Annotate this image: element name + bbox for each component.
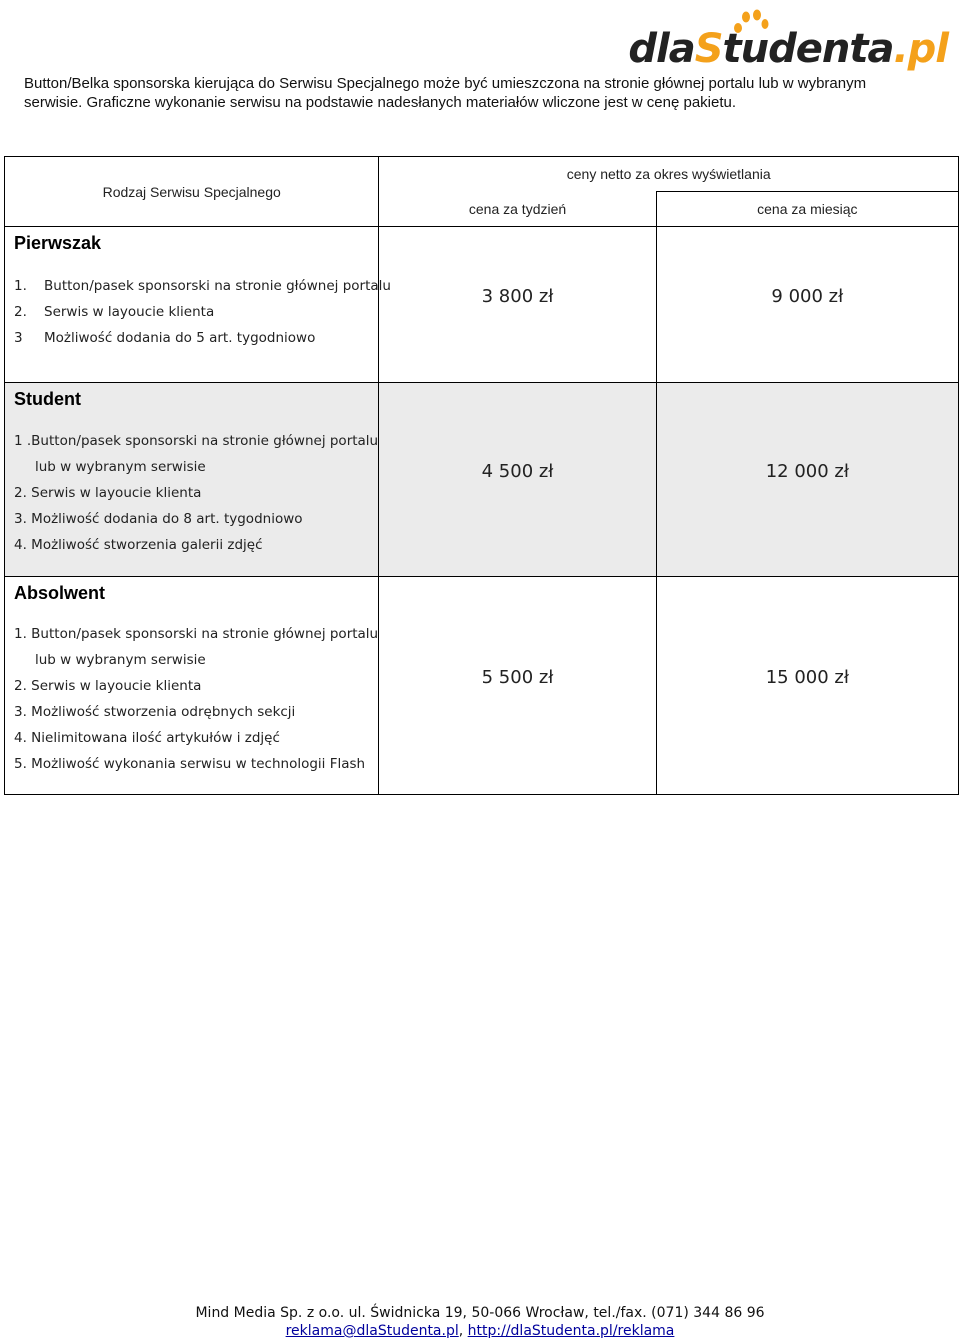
feature-item: 1. Button/pasek sponsorski na stronie głównej portalu <box>14 626 379 642</box>
feature-list <box>5 273 391 351</box>
feature-list <box>5 428 378 558</box>
feature-item: 3. Możliwość dodania do 8 art. tygodniowo <box>14 511 303 527</box>
feature-item: 3. Możliwość stworzenia odrębnych sekcji <box>14 704 296 720</box>
brand-logo <box>628 8 948 72</box>
price-week: 5 500 zł <box>379 577 656 795</box>
feature-item: lub w wybranym serwisie <box>35 652 206 668</box>
feature-item: 1. Button/pasek sponsorski na stronie głównej portalu <box>14 278 391 294</box>
price-month: 12 000 zł <box>656 383 958 577</box>
feature-item: 2. Serwis w layoucie klienta <box>14 678 202 694</box>
footer-separator: , <box>458 1323 464 1339</box>
package-description <box>5 227 391 383</box>
package-name: Student <box>14 389 81 409</box>
footer <box>0 1304 960 1340</box>
feature-item: 1 .Button/pasek sponsorski na stronie głównej portalu <box>14 433 379 449</box>
header-week-price: cena za tydzień <box>379 192 656 227</box>
pricing-table <box>4 156 959 795</box>
email-link[interactable]: reklama@dlaStudenta.pl <box>285 1323 459 1339</box>
package-row-student <box>5 383 959 577</box>
price-week: 3 800 zł <box>379 227 656 383</box>
intro-paragraph: Button/Belka sponsorska kierująca do Serwisu Specjalnego może być umieszczona na stronie głównej portalu lub w wybranym serwisie. Graficzne wykonanie serwisu na podstawie nadesłanych materiałów wliczone jest w cenę pakietu. <box>24 75 867 111</box>
feature-item: 3 Możliwość dodania do 5 art. tygodniowo <box>14 330 316 346</box>
package-name: Pierwszak <box>14 233 102 253</box>
feature-item: 2. Serwis w layoucie klienta <box>14 485 202 501</box>
package-description <box>5 577 379 795</box>
footer-address: Mind Media Sp. z o.o. ul. Świdnicka 19, 50-066 Wrocław, tel./fax. (071) 344 86 96 <box>195 1305 765 1321</box>
header-month-price: cena za miesiąc <box>656 192 958 227</box>
header-price-period: ceny netto za okres wyświetlania <box>379 157 959 192</box>
price-month: 9 000 zł <box>656 227 958 383</box>
footer-links <box>0 1322 960 1340</box>
package-row-pierwszak <box>5 227 959 383</box>
feature-list <box>5 621 378 777</box>
feature-item: lub w wybranym serwisie <box>35 459 206 475</box>
package-description <box>5 383 379 577</box>
feature-item: 4. Nielimitowana ilość artykułów i zdjęć <box>14 730 280 746</box>
header-service-type: Rodzaj Serwisu Specjalnego <box>5 157 379 227</box>
feature-item: 2. Serwis w layoucie klienta <box>14 304 215 320</box>
package-row-absolwent <box>5 577 959 795</box>
price-week: 4 500 zł <box>379 383 656 577</box>
feature-item: 4. Możliwość stworzenia galerii zdjęć <box>14 537 263 553</box>
feature-item: 5. Możliwość wykonania serwisu w technologii Flash <box>14 756 366 772</box>
url-link[interactable]: http://dlaStudenta.pl/reklama <box>467 1323 675 1339</box>
package-name: Absolwent <box>14 583 106 603</box>
logo-text: dlaStudenta.pl <box>628 26 948 72</box>
price-month: 15 000 zł <box>656 577 958 795</box>
